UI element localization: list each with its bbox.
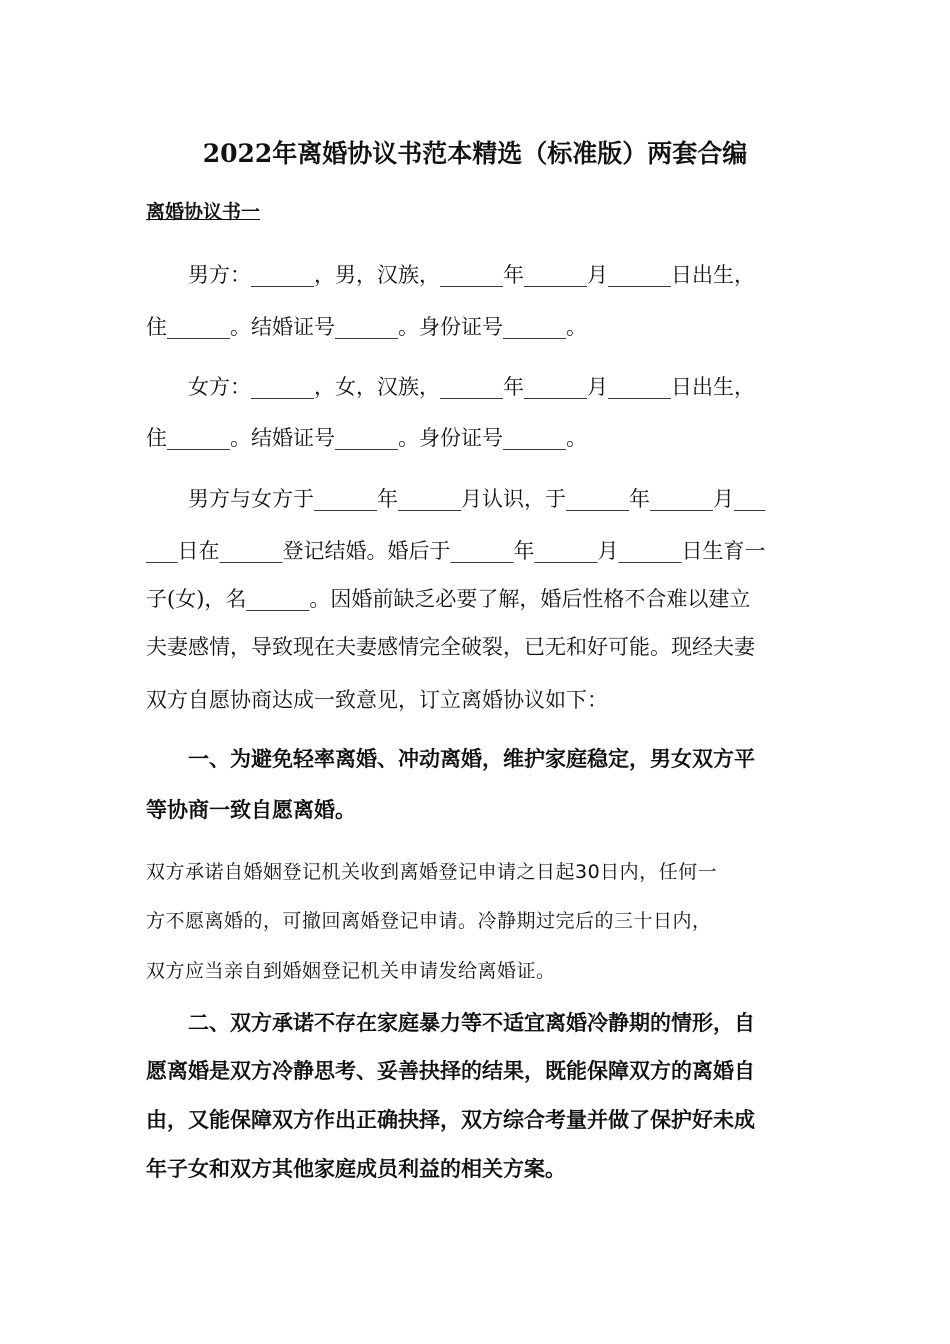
intro-line-3: 子(女)，名______。因婚前缺乏必要了解，婚后性格不合难以建立 xyxy=(146,587,751,611)
clause-2-line-2: 愿离婚是双方冷静思考、妥善抉择的结果，既能保障双方的离婚自 xyxy=(146,1058,755,1083)
document-title: 2022年离婚协议书范本精选（标准版）两套合编 xyxy=(202,139,748,168)
male-line-1: 男方：______，男，汉族，______年______月______日出生， xyxy=(188,263,755,287)
note-line-2: 方不愿离婚的，可撤回离婚登记申请。冷静期过完后的三十日内， xyxy=(146,910,712,932)
clause-2-line-4: 年子女和双方其他家庭成员利益的相关方案。 xyxy=(146,1156,566,1181)
intro-line-4: 夫妻感情，导致现在夫妻感情完全破裂，已无和好可能。现经夫妻 xyxy=(146,635,755,659)
female-line-2: 住______。结婚证号______。身份证号______。 xyxy=(146,426,587,450)
female-line-1: 女方：______，女，汉族，______年______月______日出生， xyxy=(188,375,755,399)
male-line-2: 住______。结婚证号______。身份证号______。 xyxy=(146,315,587,339)
intro-line-5: 双方自愿协商达成一致意见，订立离婚协议如下： xyxy=(146,688,608,712)
intro-line-1: 男方与女方于______年______月认识，于______年______月___ xyxy=(188,487,766,511)
clause-1-line-2: 等协商一致自愿离婚。 xyxy=(146,797,356,822)
clause-2-line-1: 二、双方承诺不存在家庭暴力等不适宜离婚冷静期的情形，自 xyxy=(188,1010,755,1035)
clause-1-line-1: 一、为避免轻率离婚、冲动离婚，维护家庭稳定，男女双方平 xyxy=(188,746,755,771)
section-heading: 离婚协议书一 xyxy=(146,201,261,223)
note-line-1: 双方承诺自婚姻登记机关收到离婚登记申请之日起30日内，任何一 xyxy=(146,861,718,883)
intro-line-2: ___日在______登记结婚。婚后于______年______月______日生育一 xyxy=(146,539,766,563)
clause-2-line-3: 由，又能保障双方作出正确抉择，双方综合考量并做了保护好未成 xyxy=(146,1107,755,1132)
note-line-3: 双方应当亲自到婚姻登记机关申请发给离婚证。 xyxy=(146,960,556,982)
